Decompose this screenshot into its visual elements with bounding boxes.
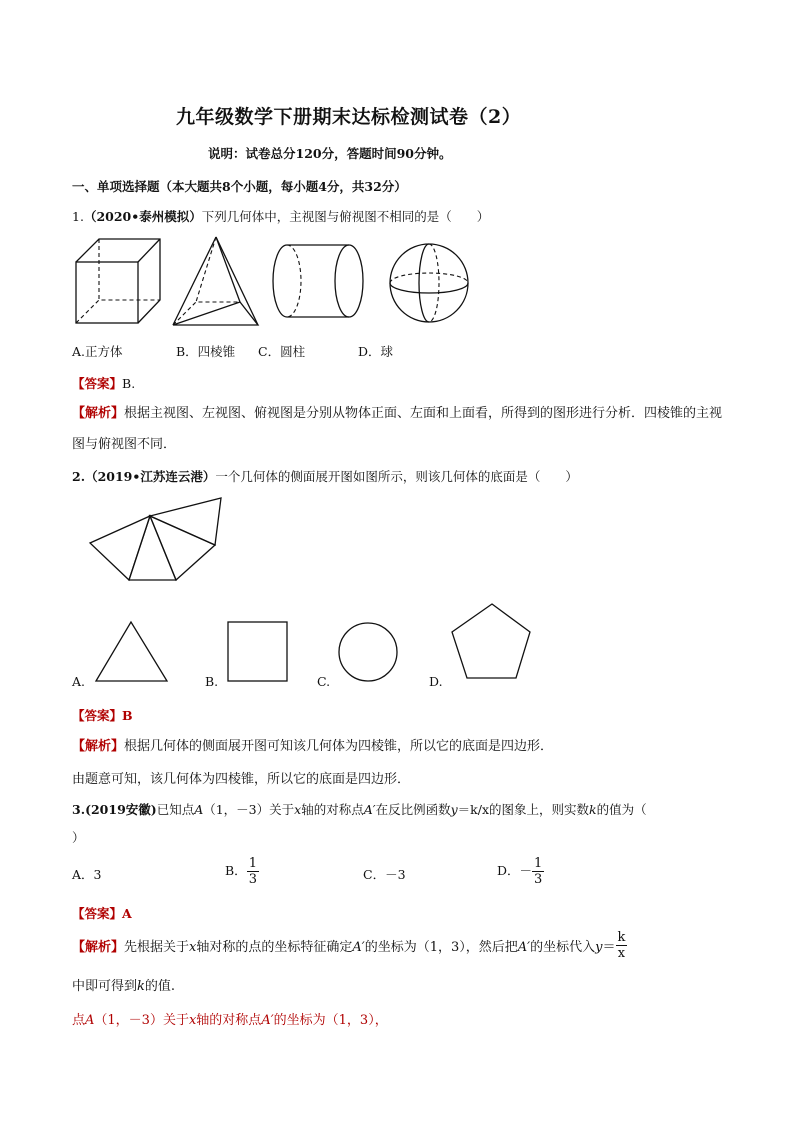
section-heading: 一、单项选择题（本大题共8个小题，每小题4分，共32分）: [72, 179, 407, 194]
numerator: 1: [534, 856, 543, 871]
q3-option-b: [225, 856, 259, 887]
analysis-text: 的坐标为（1，3），然后把: [364, 940, 518, 955]
func-expression: ＝k/x: [457, 802, 490, 817]
question-3: [72, 800, 647, 818]
question-number: 1.: [72, 209, 84, 224]
q2-analysis-line-2: 由题意可知，该几何体为四棱锥，所以它的底面是四边形．: [72, 772, 411, 787]
analysis-tag: 【解析】: [72, 406, 125, 421]
square-option-figure: [228, 622, 287, 681]
analysis-text: 根据主视图、左视图、俯视图是分别从物体正面、左面和上面看，所得到的图形进行分析．四棱锥的主视图与俯视图不同．: [72, 406, 723, 452]
question-stem: 下列几何体中，主视图与俯视图不相同的是（ ）: [201, 209, 490, 224]
question-stem: 一个几何体的侧面展开图如图所示，则该几何体的底面是（ ）: [215, 469, 578, 484]
fraction: [616, 930, 628, 961]
fraction: [532, 856, 544, 887]
analysis-text: （1，－3）关于: [94, 1013, 189, 1028]
q2-answer: [72, 706, 133, 724]
analysis-text: 中即可得到: [72, 979, 138, 994]
point-label: A′: [352, 940, 365, 955]
pentagon-option-figure: [452, 604, 530, 678]
net-figure: [90, 498, 221, 580]
numerator: k: [617, 930, 626, 945]
q1-option-c: C．圆柱: [258, 344, 306, 359]
equals-sign: ＝: [602, 940, 616, 955]
point-label: A′: [517, 940, 531, 955]
q2-option-b: B.: [205, 674, 219, 689]
q2-option-a: A.: [72, 674, 86, 689]
axis-label: x: [294, 802, 302, 817]
func-label: y: [450, 802, 458, 817]
stem-text: 在反比例函数: [375, 802, 451, 817]
q3-analysis-line-3: [72, 1009, 388, 1028]
exam-note: 说明：试卷总分120分，答题时间90分钟。: [208, 146, 452, 161]
stem-text: 轴的对称点: [301, 802, 364, 817]
answer-tag: 【答案】: [72, 906, 123, 921]
q1-option-b: B．四棱锥: [176, 344, 236, 359]
q2-analysis: [72, 731, 732, 762]
answer-tag: 【答案】: [72, 708, 123, 723]
question-source: （2019•江苏连云港）: [85, 469, 216, 484]
analysis-text: 先根据关于: [124, 940, 190, 955]
option-label: D．－: [497, 863, 533, 878]
question-number: 2.: [72, 469, 86, 484]
question-number: 3.: [72, 802, 86, 817]
stem-text: 的图象上，则实数: [489, 802, 590, 817]
circle-option-figure: [339, 623, 397, 681]
q1-option-a: A.正方体: [72, 344, 123, 359]
var-label: k: [137, 979, 145, 994]
q3-option-c: C．－3: [363, 867, 406, 882]
point-label: A′: [363, 802, 376, 817]
axis-label: x: [189, 940, 197, 955]
point-label: A: [194, 802, 204, 817]
q3-analysis: [72, 930, 627, 961]
question-3-cont: ）: [72, 830, 85, 845]
q1-option-d: D．球: [358, 344, 394, 359]
analysis-text: 轴对称的点的坐标特征确定: [196, 940, 353, 955]
numerator: 1: [248, 856, 257, 871]
q2-option-d: D.: [429, 674, 443, 689]
answer-value: B.: [122, 376, 136, 391]
analysis-tag: 【解析】: [72, 739, 125, 754]
analysis-text: 的坐标代入: [530, 940, 596, 955]
analysis-text: 的值.: [144, 979, 176, 994]
func-label: y: [595, 940, 603, 955]
fraction: [247, 856, 259, 887]
answer-tag: 【答案】: [72, 376, 123, 391]
stem-text: 的值为（: [596, 802, 647, 817]
q3-answer: [72, 904, 132, 922]
analysis-text: 的坐标为（1，3），: [273, 1013, 388, 1028]
analysis-text: 轴的对称点: [196, 1013, 262, 1028]
stem-text: （1，－3）关于: [203, 802, 295, 817]
question-source: (2019安徽): [85, 802, 157, 817]
triangle-option-figure: [96, 622, 167, 681]
answer-value: A: [122, 906, 132, 921]
denominator: 3: [248, 872, 257, 887]
denominator: 3: [534, 872, 543, 887]
option-label: B．: [225, 863, 247, 878]
analysis-text: 点: [72, 1013, 86, 1028]
analysis-tag: 【解析】: [72, 940, 125, 955]
point-label: A′: [261, 1013, 274, 1028]
question-source: （2020•泰州模拟）: [83, 209, 202, 224]
q3-analysis-line-2: [72, 975, 175, 994]
answer-value: B: [122, 708, 133, 723]
q2-option-c: C.: [317, 674, 331, 689]
point-label: A: [85, 1013, 95, 1028]
stem-text: 已知点: [156, 802, 195, 817]
q3-option-a: A．3: [72, 867, 102, 882]
analysis-text: 根据几何体的侧面展开图可知该几何体为四棱锥，所以它的底面是四边形．: [124, 739, 554, 754]
page-title: 九年级数学下册期末达标检测试卷（2）: [176, 106, 522, 128]
q3-option-d: [497, 856, 544, 887]
denominator: x: [617, 946, 626, 961]
axis-label: x: [188, 1013, 197, 1028]
var-label: k: [589, 802, 597, 817]
